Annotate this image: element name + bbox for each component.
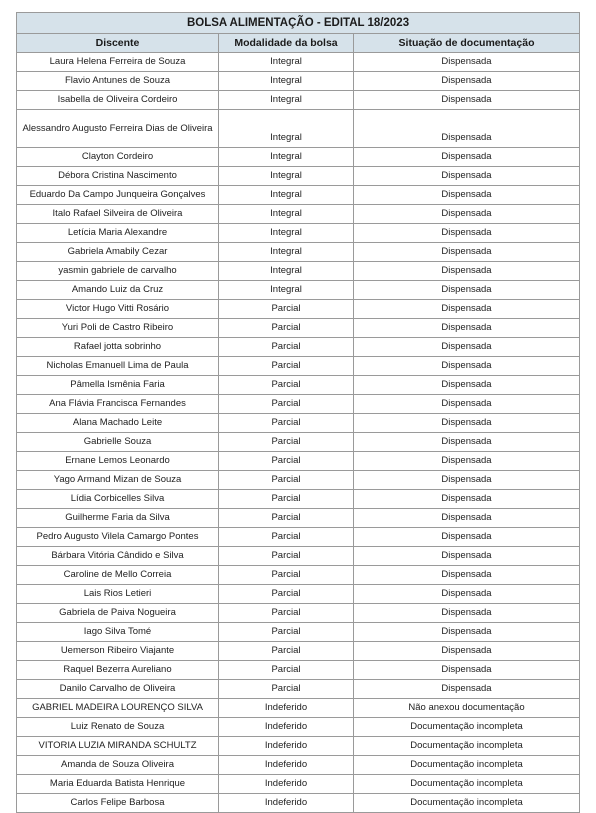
- modality-cell: Parcial: [219, 642, 354, 661]
- modality-cell: Parcial: [219, 452, 354, 471]
- student-name-cell: Amanda de Souza Oliveira: [17, 756, 219, 775]
- table-row: [17, 471, 580, 490]
- table-row: [17, 452, 580, 471]
- modality-cell: Parcial: [219, 509, 354, 528]
- title-row: [17, 13, 580, 34]
- modality-cell: Integral: [219, 148, 354, 167]
- table-row: [17, 566, 580, 585]
- student-name-cell: Alessandro Augusto Ferreira Dias de Oliveira: [17, 110, 219, 148]
- documentation-status-cell: Documentação incompleta: [354, 794, 580, 813]
- documentation-status-cell: Dispensada: [354, 566, 580, 585]
- student-name-cell: Gabrielle Souza: [17, 433, 219, 452]
- table-title: BOLSA ALIMENTAÇÃO - EDITAL 18/2023: [17, 13, 580, 34]
- table-row: [17, 642, 580, 661]
- table-row: [17, 509, 580, 528]
- documentation-status-cell: Dispensada: [354, 585, 580, 604]
- student-name-cell: Maria Eduarda Batista Henrique: [17, 775, 219, 794]
- table-row: [17, 205, 580, 224]
- table-row: [17, 490, 580, 509]
- table-row: [17, 91, 580, 110]
- documentation-status-cell: Dispensada: [354, 547, 580, 566]
- modality-cell: Integral: [219, 91, 354, 110]
- student-name-cell: Pâmella Ismênia Faria: [17, 376, 219, 395]
- student-name-cell: Carlos Felipe Barbosa: [17, 794, 219, 813]
- student-name-cell: Amando Luiz da Cruz: [17, 281, 219, 300]
- table-row: [17, 281, 580, 300]
- documentation-status-cell: Dispensada: [354, 186, 580, 205]
- documentation-status-cell: Dispensada: [354, 300, 580, 319]
- modality-cell: Parcial: [219, 357, 354, 376]
- student-name-cell: Italo Rafael Silveira de Oliveira: [17, 205, 219, 224]
- table-row: [17, 737, 580, 756]
- documentation-status-cell: Dispensada: [354, 490, 580, 509]
- student-name-cell: Caroline de Mello Correia: [17, 566, 219, 585]
- modality-cell: Integral: [219, 224, 354, 243]
- spreadsheet: [16, 12, 579, 813]
- student-name-cell: Iago Silva Tomé: [17, 623, 219, 642]
- student-name-cell: Yuri Poli de Castro Ribeiro: [17, 319, 219, 338]
- table-row: [17, 262, 580, 281]
- documentation-status-cell: Documentação incompleta: [354, 775, 580, 794]
- documentation-status-cell: Dispensada: [354, 376, 580, 395]
- table-row: [17, 357, 580, 376]
- documentation-status-cell: Dispensada: [354, 528, 580, 547]
- scholarship-table: [16, 12, 580, 813]
- table-row: [17, 72, 580, 91]
- modality-cell: Parcial: [219, 604, 354, 623]
- student-name-cell: Luiz Renato de Souza: [17, 718, 219, 737]
- modality-cell: Parcial: [219, 528, 354, 547]
- student-name-cell: Raquel Bezerra Aureliano: [17, 661, 219, 680]
- table-row: [17, 376, 580, 395]
- student-name-cell: Gabriela Amabily Cezar: [17, 243, 219, 262]
- student-name-cell: Uemerson Ribeiro Viajante: [17, 642, 219, 661]
- documentation-status-cell: Dispensada: [354, 224, 580, 243]
- student-name-cell: Danilo Carvalho de Oliveira: [17, 680, 219, 699]
- table-row: [17, 338, 580, 357]
- table-row: [17, 547, 580, 566]
- documentation-status-cell: Dispensada: [354, 243, 580, 262]
- modality-cell: Integral: [219, 110, 354, 148]
- modality-cell: Parcial: [219, 661, 354, 680]
- student-name-cell: Ernane Lemos Leonardo: [17, 452, 219, 471]
- student-name-cell: Gabriela de Paiva Nogueira: [17, 604, 219, 623]
- documentation-status-cell: Dispensada: [354, 148, 580, 167]
- documentation-status-cell: Documentação incompleta: [354, 718, 580, 737]
- column-header-situacao: Situação de documentação: [354, 34, 580, 53]
- table-row: [17, 718, 580, 737]
- documentation-status-cell: Dispensada: [354, 604, 580, 623]
- modality-cell: Integral: [219, 72, 354, 91]
- documentation-status-cell: Não anexou documentação: [354, 699, 580, 718]
- table-row: [17, 433, 580, 452]
- column-header-modalidade: Modalidade da bolsa: [219, 34, 354, 53]
- documentation-status-cell: Dispensada: [354, 357, 580, 376]
- modality-cell: Parcial: [219, 319, 354, 338]
- modality-cell: Parcial: [219, 585, 354, 604]
- student-name-cell: Isabella de Oliveira Cordeiro: [17, 91, 219, 110]
- documentation-status-cell: Documentação incompleta: [354, 737, 580, 756]
- documentation-status-cell: Dispensada: [354, 91, 580, 110]
- modality-cell: Integral: [219, 186, 354, 205]
- documentation-status-cell: Dispensada: [354, 110, 580, 148]
- modality-cell: Parcial: [219, 338, 354, 357]
- table-body: [17, 53, 580, 813]
- documentation-status-cell: Dispensada: [354, 642, 580, 661]
- modality-cell: Parcial: [219, 433, 354, 452]
- modality-cell: Indeferido: [219, 775, 354, 794]
- documentation-status-cell: Dispensada: [354, 452, 580, 471]
- documentation-status-cell: Dispensada: [354, 205, 580, 224]
- table-row: [17, 623, 580, 642]
- table-row: [17, 414, 580, 433]
- student-name-cell: Letícia Maria Alexandre: [17, 224, 219, 243]
- table-row: [17, 680, 580, 699]
- documentation-status-cell: Documentação incompleta: [354, 756, 580, 775]
- student-name-cell: Yago Armand Mizan de Souza: [17, 471, 219, 490]
- student-name-cell: Victor Hugo Vitti Rosário: [17, 300, 219, 319]
- table-row: [17, 167, 580, 186]
- documentation-status-cell: Dispensada: [354, 338, 580, 357]
- documentation-status-cell: Dispensada: [354, 433, 580, 452]
- student-name-cell: Clayton Cordeiro: [17, 148, 219, 167]
- student-name-cell: Alana Machado Leite: [17, 414, 219, 433]
- modality-cell: Parcial: [219, 490, 354, 509]
- documentation-status-cell: Dispensada: [354, 262, 580, 281]
- modality-cell: Parcial: [219, 376, 354, 395]
- modality-cell: Integral: [219, 281, 354, 300]
- modality-cell: Integral: [219, 205, 354, 224]
- modality-cell: Parcial: [219, 623, 354, 642]
- table-row: [17, 528, 580, 547]
- student-name-cell: Eduardo Da Campo Junqueira Gonçalves: [17, 186, 219, 205]
- modality-cell: Parcial: [219, 680, 354, 699]
- documentation-status-cell: Dispensada: [354, 471, 580, 490]
- documentation-status-cell: Dispensada: [354, 509, 580, 528]
- student-name-cell: Bárbara Vitória Cândido e Silva: [17, 547, 219, 566]
- student-name-cell: Pedro Augusto Vilela Camargo Pontes: [17, 528, 219, 547]
- documentation-status-cell: Dispensada: [354, 167, 580, 186]
- student-name-cell: Guilherme Faria da Silva: [17, 509, 219, 528]
- modality-cell: Indeferido: [219, 756, 354, 775]
- documentation-status-cell: Dispensada: [354, 281, 580, 300]
- student-name-cell: VITORIA LUZIA MIRANDA SCHULTZ: [17, 737, 219, 756]
- table-row: [17, 186, 580, 205]
- table-row: [17, 110, 580, 148]
- modality-cell: Indeferido: [219, 737, 354, 756]
- table-row: [17, 53, 580, 72]
- modality-cell: Parcial: [219, 300, 354, 319]
- table-row: [17, 300, 580, 319]
- documentation-status-cell: Dispensada: [354, 53, 580, 72]
- documentation-status-cell: Dispensada: [354, 414, 580, 433]
- header-row: [17, 34, 580, 53]
- modality-cell: Integral: [219, 167, 354, 186]
- documentation-status-cell: Dispensada: [354, 623, 580, 642]
- table-row: [17, 585, 580, 604]
- student-name-cell: Ana Flávia Francisca Fernandes: [17, 395, 219, 414]
- table-row: [17, 775, 580, 794]
- student-name-cell: Laura Helena Ferreira de Souza: [17, 53, 219, 72]
- documentation-status-cell: Dispensada: [354, 319, 580, 338]
- student-name-cell: Débora Cristina Nascimento: [17, 167, 219, 186]
- modality-cell: Parcial: [219, 566, 354, 585]
- modality-cell: Indeferido: [219, 718, 354, 737]
- student-name-cell: GABRIEL MADEIRA LOURENÇO SILVA: [17, 699, 219, 718]
- table-row: [17, 661, 580, 680]
- table-row: [17, 243, 580, 262]
- student-name-cell: Rafael jotta sobrinho: [17, 338, 219, 357]
- documentation-status-cell: Dispensada: [354, 680, 580, 699]
- table-row: [17, 604, 580, 623]
- modality-cell: Parcial: [219, 547, 354, 566]
- table-row: [17, 224, 580, 243]
- table-row: [17, 395, 580, 414]
- modality-cell: Integral: [219, 262, 354, 281]
- documentation-status-cell: Dispensada: [354, 395, 580, 414]
- modality-cell: Parcial: [219, 471, 354, 490]
- student-name-cell: yasmin gabriele de carvalho: [17, 262, 219, 281]
- modality-cell: Integral: [219, 53, 354, 72]
- modality-cell: Parcial: [219, 395, 354, 414]
- documentation-status-cell: Dispensada: [354, 661, 580, 680]
- column-header-discente: Discente: [17, 34, 219, 53]
- modality-cell: Integral: [219, 243, 354, 262]
- student-name-cell: Nicholas Emanuell Lima de Paula: [17, 357, 219, 376]
- table-row: [17, 794, 580, 813]
- student-name-cell: Flavio Antunes de Souza: [17, 72, 219, 91]
- student-name-cell: Lídia Corbicelles Silva: [17, 490, 219, 509]
- modality-cell: Indeferido: [219, 699, 354, 718]
- table-row: [17, 756, 580, 775]
- student-name-cell: Lais Rios Letieri: [17, 585, 219, 604]
- table-row: [17, 319, 580, 338]
- table-row: [17, 148, 580, 167]
- modality-cell: Indeferido: [219, 794, 354, 813]
- table-row: [17, 699, 580, 718]
- modality-cell: Parcial: [219, 414, 354, 433]
- documentation-status-cell: Dispensada: [354, 72, 580, 91]
